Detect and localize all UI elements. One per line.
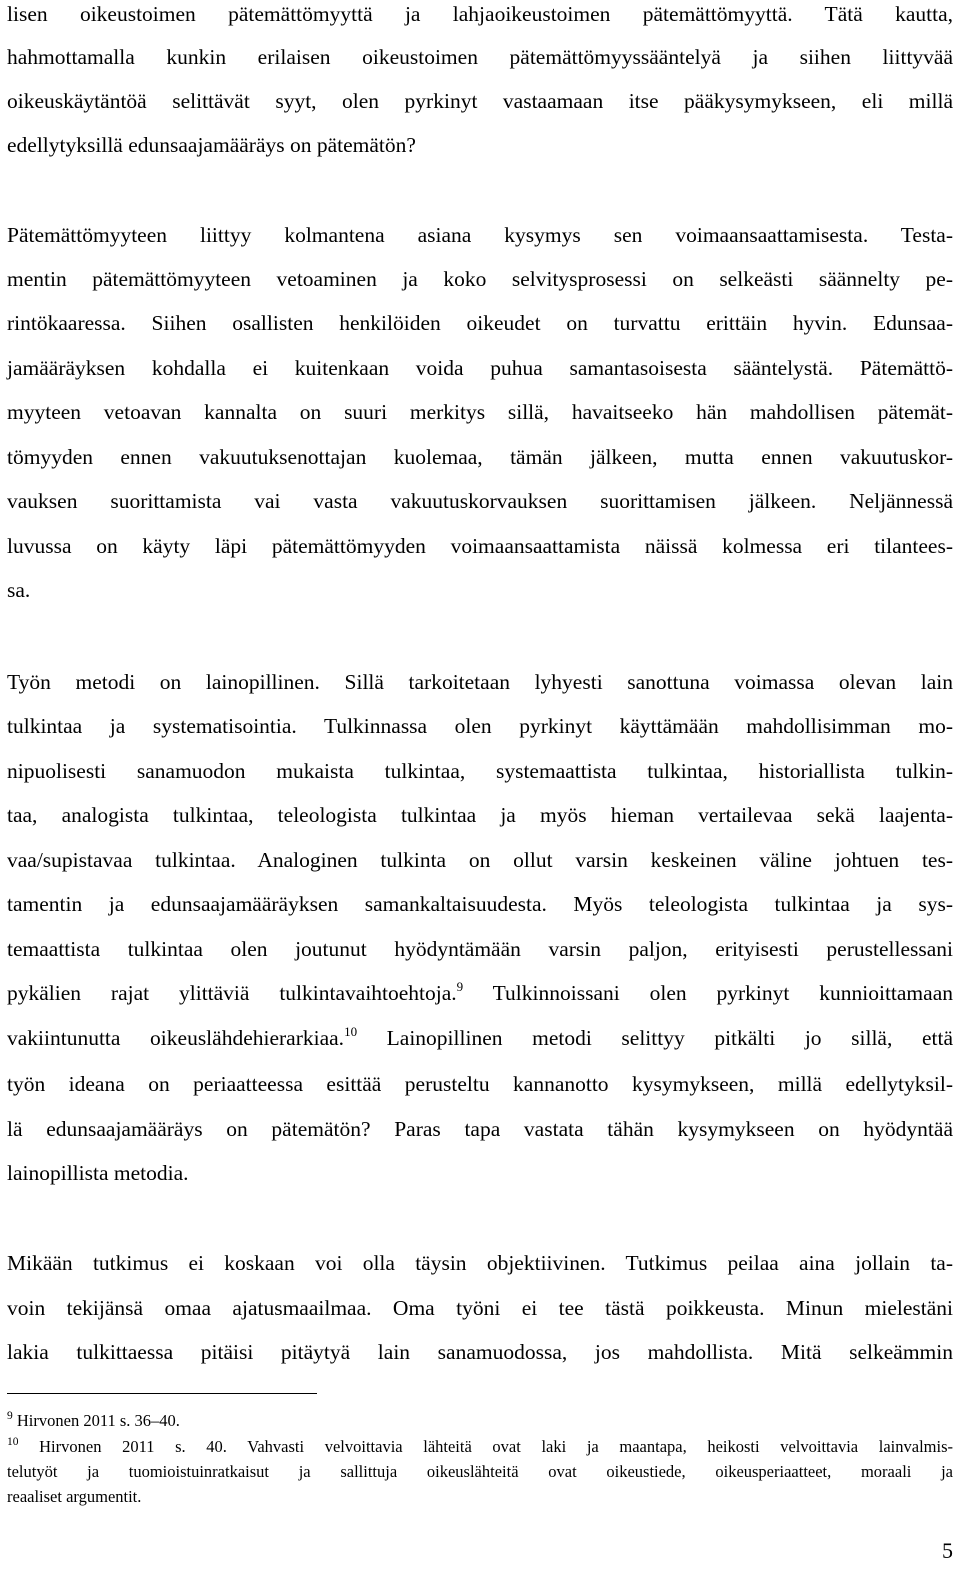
body-text-line: Työn metodi on lainopillinen. Sillä tarkoitetaan lyhyesti sanottuna voimassa olevan lain: [7, 670, 953, 694]
body-text-line: lisen oikeustoimen pätemättömyyttä ja lahjaoikeustoimen pätemättömyyttä. Tätä kautta,: [7, 2, 953, 26]
body-text-line: lakia tulkittaessa pitäisi pitäytyä lain sanamuodossa, jos mahdollista. Mitä selkeämmin: [7, 1340, 953, 1364]
body-text-line: [7, 1016, 953, 1063]
footnote-9: [7, 1408, 953, 1436]
body-text-line: vauksen suorittamista vai vasta vakuutuskorvauksen suorittamisen jälkeen. Neljännessä: [7, 489, 953, 513]
body-text-line: [7, 971, 953, 1018]
body-text-line: Pätemättömyyteen liittyy kolmantena asiana kysymys sen voimaansaattamisesta. Testa-: [7, 223, 953, 247]
body-text-line: työn ideana on periaatteessa esittää perusteltu kannanotto kysymykseen, millä edellytyksil-: [7, 1072, 953, 1096]
body-text-line: tamentin ja edunsaajamääräyksen samankaltaisuudesta. Myös teleologista tulkintaa ja sys-: [7, 892, 953, 916]
body-text-line: tömyyden ennen vakuutuksenottajan kuolemaa, tämän jälkeen, mutta ennen vakuutuskor-: [7, 445, 953, 469]
footnote-reference[interactable]: 9: [456, 979, 464, 994]
body-text-line: jamääräyksen kohdalla ei kuitenkaan voida puhua samantasoisesta sääntelystä. Pätemättö-: [7, 356, 953, 380]
footnote-marker: 9: [7, 1410, 13, 1422]
footnote-10-line: reaaliset argumentit.: [7, 1487, 142, 1506]
footnote-10-line: telutyöt ja tuomioistuinratkaisut ja sallittuja oikeuslähteitä ovat oikeustiede, oikeusperiaatteet, moraali ja: [7, 1462, 953, 1481]
body-text-line: tulkintaa ja systematisointia. Tulkinnassa olen pyrkinyt käyttämään mahdollisimman mo-: [7, 714, 953, 738]
body-text-line: mentin pätemättömyyteen vetoaminen ja koko selvitysprosessi on selkeästi säännelty pe-: [7, 267, 953, 291]
footnote-reference[interactable]: 10: [344, 1024, 358, 1039]
body-text-line: taa, analogista tulkintaa, teleologista tulkintaa ja myös hieman vertailevaa sekä laajenta-: [7, 803, 953, 827]
text-segment: Tulkinnoissani olen pyrkinyt kunnioittamaan: [463, 981, 953, 1005]
body-text-line: luvussa on käyty läpi pätemättömyyden voimaansaattamista näissä kolmessa eri tilantees-: [7, 534, 953, 558]
text-segment: pykälien rajat ylittäviä tulkintavaihtoehtoja.: [7, 981, 457, 1005]
footnote-text: Hirvonen 2011 s. 36–40.: [12, 1411, 180, 1430]
body-text-line: hahmottamalla kunkin erilaisen oikeustoimen pätemättömyyssääntelyä ja siihen liittyvää: [7, 45, 953, 69]
body-text-line: vaa/supistavaa tulkintaa. Analoginen tulkinta on ollut varsin keskeinen väline johtuen tes-: [7, 848, 953, 872]
body-text-line: myyteen vetoavan kannalta on suuri merkitys sillä, havaitseeko hän mahdollisen pätemät-: [7, 400, 953, 424]
body-text-line: oikeuskäytäntöä selittävät syyt, olen pyrkinyt vastaamaan itse pääkysymykseen, eli millä: [7, 89, 953, 113]
page-number: 5: [942, 1538, 953, 1563]
footnote-marker: 10: [7, 1436, 19, 1448]
body-text-line: lä edunsaajamääräys on pätemätön? Paras tapa vastata tähän kysymykseen on hyödyntää: [7, 1117, 953, 1141]
body-text-line: lainopillista metodia.: [7, 1161, 189, 1185]
body-text-line: voin tekijänsä omaa ajatusmaailmaa. Oma työni ei tee tästä poikkeusta. Minun mielestäni: [7, 1296, 953, 1320]
footnote-text: Hirvonen 2011 s. 40. Vahvasti velvoittavia lähteitä ovat laki ja maantapa, heikosti velvoittavia lainvalmis-: [18, 1437, 953, 1456]
text-segment: vakiintunutta oikeuslähdehierarkiaa.: [7, 1026, 345, 1050]
body-text-line: edellytyksillä edunsaajamääräys on pätemätön?: [7, 133, 416, 157]
body-text-line: rintökaaressa. Siihen osallisten henkilöiden oikeudet on turvattu erittäin hyvin. Edunsaa-: [7, 311, 953, 335]
body-text-line: temaattista tulkintaa olen joutunut hyödyntämään varsin paljon, erityisesti perustellessani: [7, 937, 953, 961]
footnote-10: [7, 1434, 953, 1462]
body-text-line: sa.: [7, 578, 31, 602]
text-segment: Lainopillinen metodi selittyy pitkälti jo sillä, että: [357, 1026, 953, 1050]
footnote-separator: [7, 1393, 317, 1394]
body-text-line: Mikään tutkimus ei koskaan voi olla täysin objektiivinen. Tutkimus peilaa aina jollain ta-: [7, 1251, 953, 1275]
body-text-line: nipuolisesti sanamuodon mukaista tulkintaa, systemaattista tulkintaa, historiallista tulkin-: [7, 759, 953, 783]
